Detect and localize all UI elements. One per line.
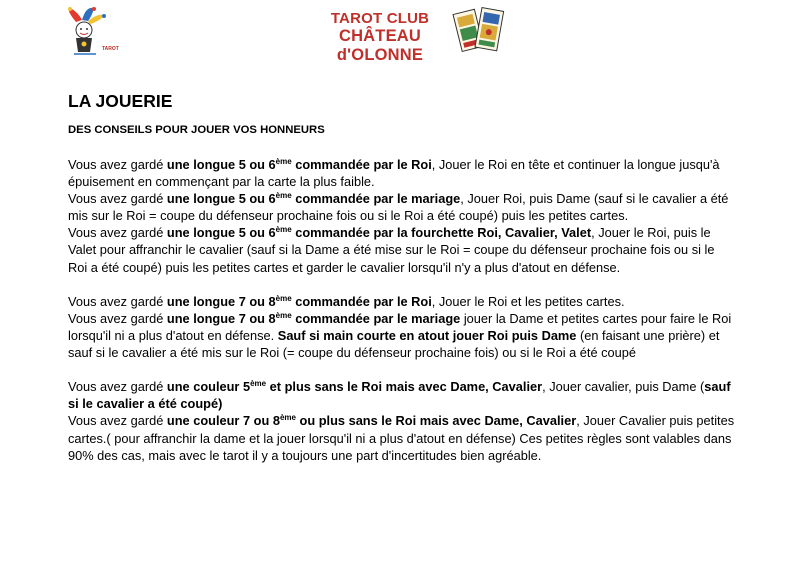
document-body: [68, 156, 736, 481]
club-logo-line1: TAROT CLUB: [330, 10, 430, 27]
club-logo-text: [300, 10, 460, 65]
paragraph-couleur-sans-roi: Vous avez gardé une couleur 5ème et plus sans le Roi mais avec Dame, Cavalier, Jouer cavalier, puis Dame (sauf si le cavalier a été coupé) Vous avez gardé une couleur 7 ou 8ème ou plus sans le Roi mais avec Dame, Cavalier, Jouer Cavalier puis petites cartes.( pour affranchir la dame et la jouer lorsqu'il ni a plus d'atout en défense) Ces petites règles sont valables dans 90% des cas, mais avec le tarot il y a toujours une part d'incertitudes bien agréable.: [68, 379, 735, 463]
club-logo-line2: CHÂTEAU d'OLONNE: [336, 27, 424, 65]
paragraph-longue-7-8: Vous avez gardé une longue 7 ou 8ème commandée par le Roi, Jouer le Roi et les petites cartes. Vous avez gardé une longue 7 ou 8ème commandée par le mariage jouer la Dame et petites cartes pour faire le Roi lorsqu'il ni a plus d'atout en défense. Sauf si main courte en atout jouer Roi puis Dame (en faisant une prière) et sauf si le cavalier a été mis sur le Roi (= coupe du défenseur prochaine fois) ou si le Roi a été coupé: [68, 293, 732, 361]
section-subtitle: DES CONSEILS POUR JOUER VOS HONNEURS: [68, 124, 325, 136]
jester-logo-icon: [62, 6, 119, 58]
jester-caption: TAROT: [102, 46, 119, 52]
paragraph-longue-5-6: Vous avez gardé une longue 5 ou 6ème commandée par le Roi, Jouer le Roi en tête et continuer la longue jusqu'à épuisement en commençant par la carte la plus faible. Vous avez gardé une longue 5 ou 6ème commandée par le mariage, Jouer Roi, puis Dame (sauf si le cavalier a été mis sur le Roi = coupe du défenseur prochaine fois ou si le Roi a été coupé) puis les petites cartes. Vous avez gardé une longue 5 ou 6ème commandée par la fourchette Roi, Cavalier, Valet, Jouer le Roi, puis le Valet pour affranchir le cavalier (sauf si la Dame a été mise sur le Roi = coupe du défenseur prochaine fois ou si le Roi a été coupé) puis les petites cartes et garder le cavalier lorsqu'il n'y a plus d'atout en défense.: [68, 157, 729, 275]
tarot-cards-icon: [452, 3, 508, 55]
page-title: LA JOUERIE: [68, 91, 173, 111]
